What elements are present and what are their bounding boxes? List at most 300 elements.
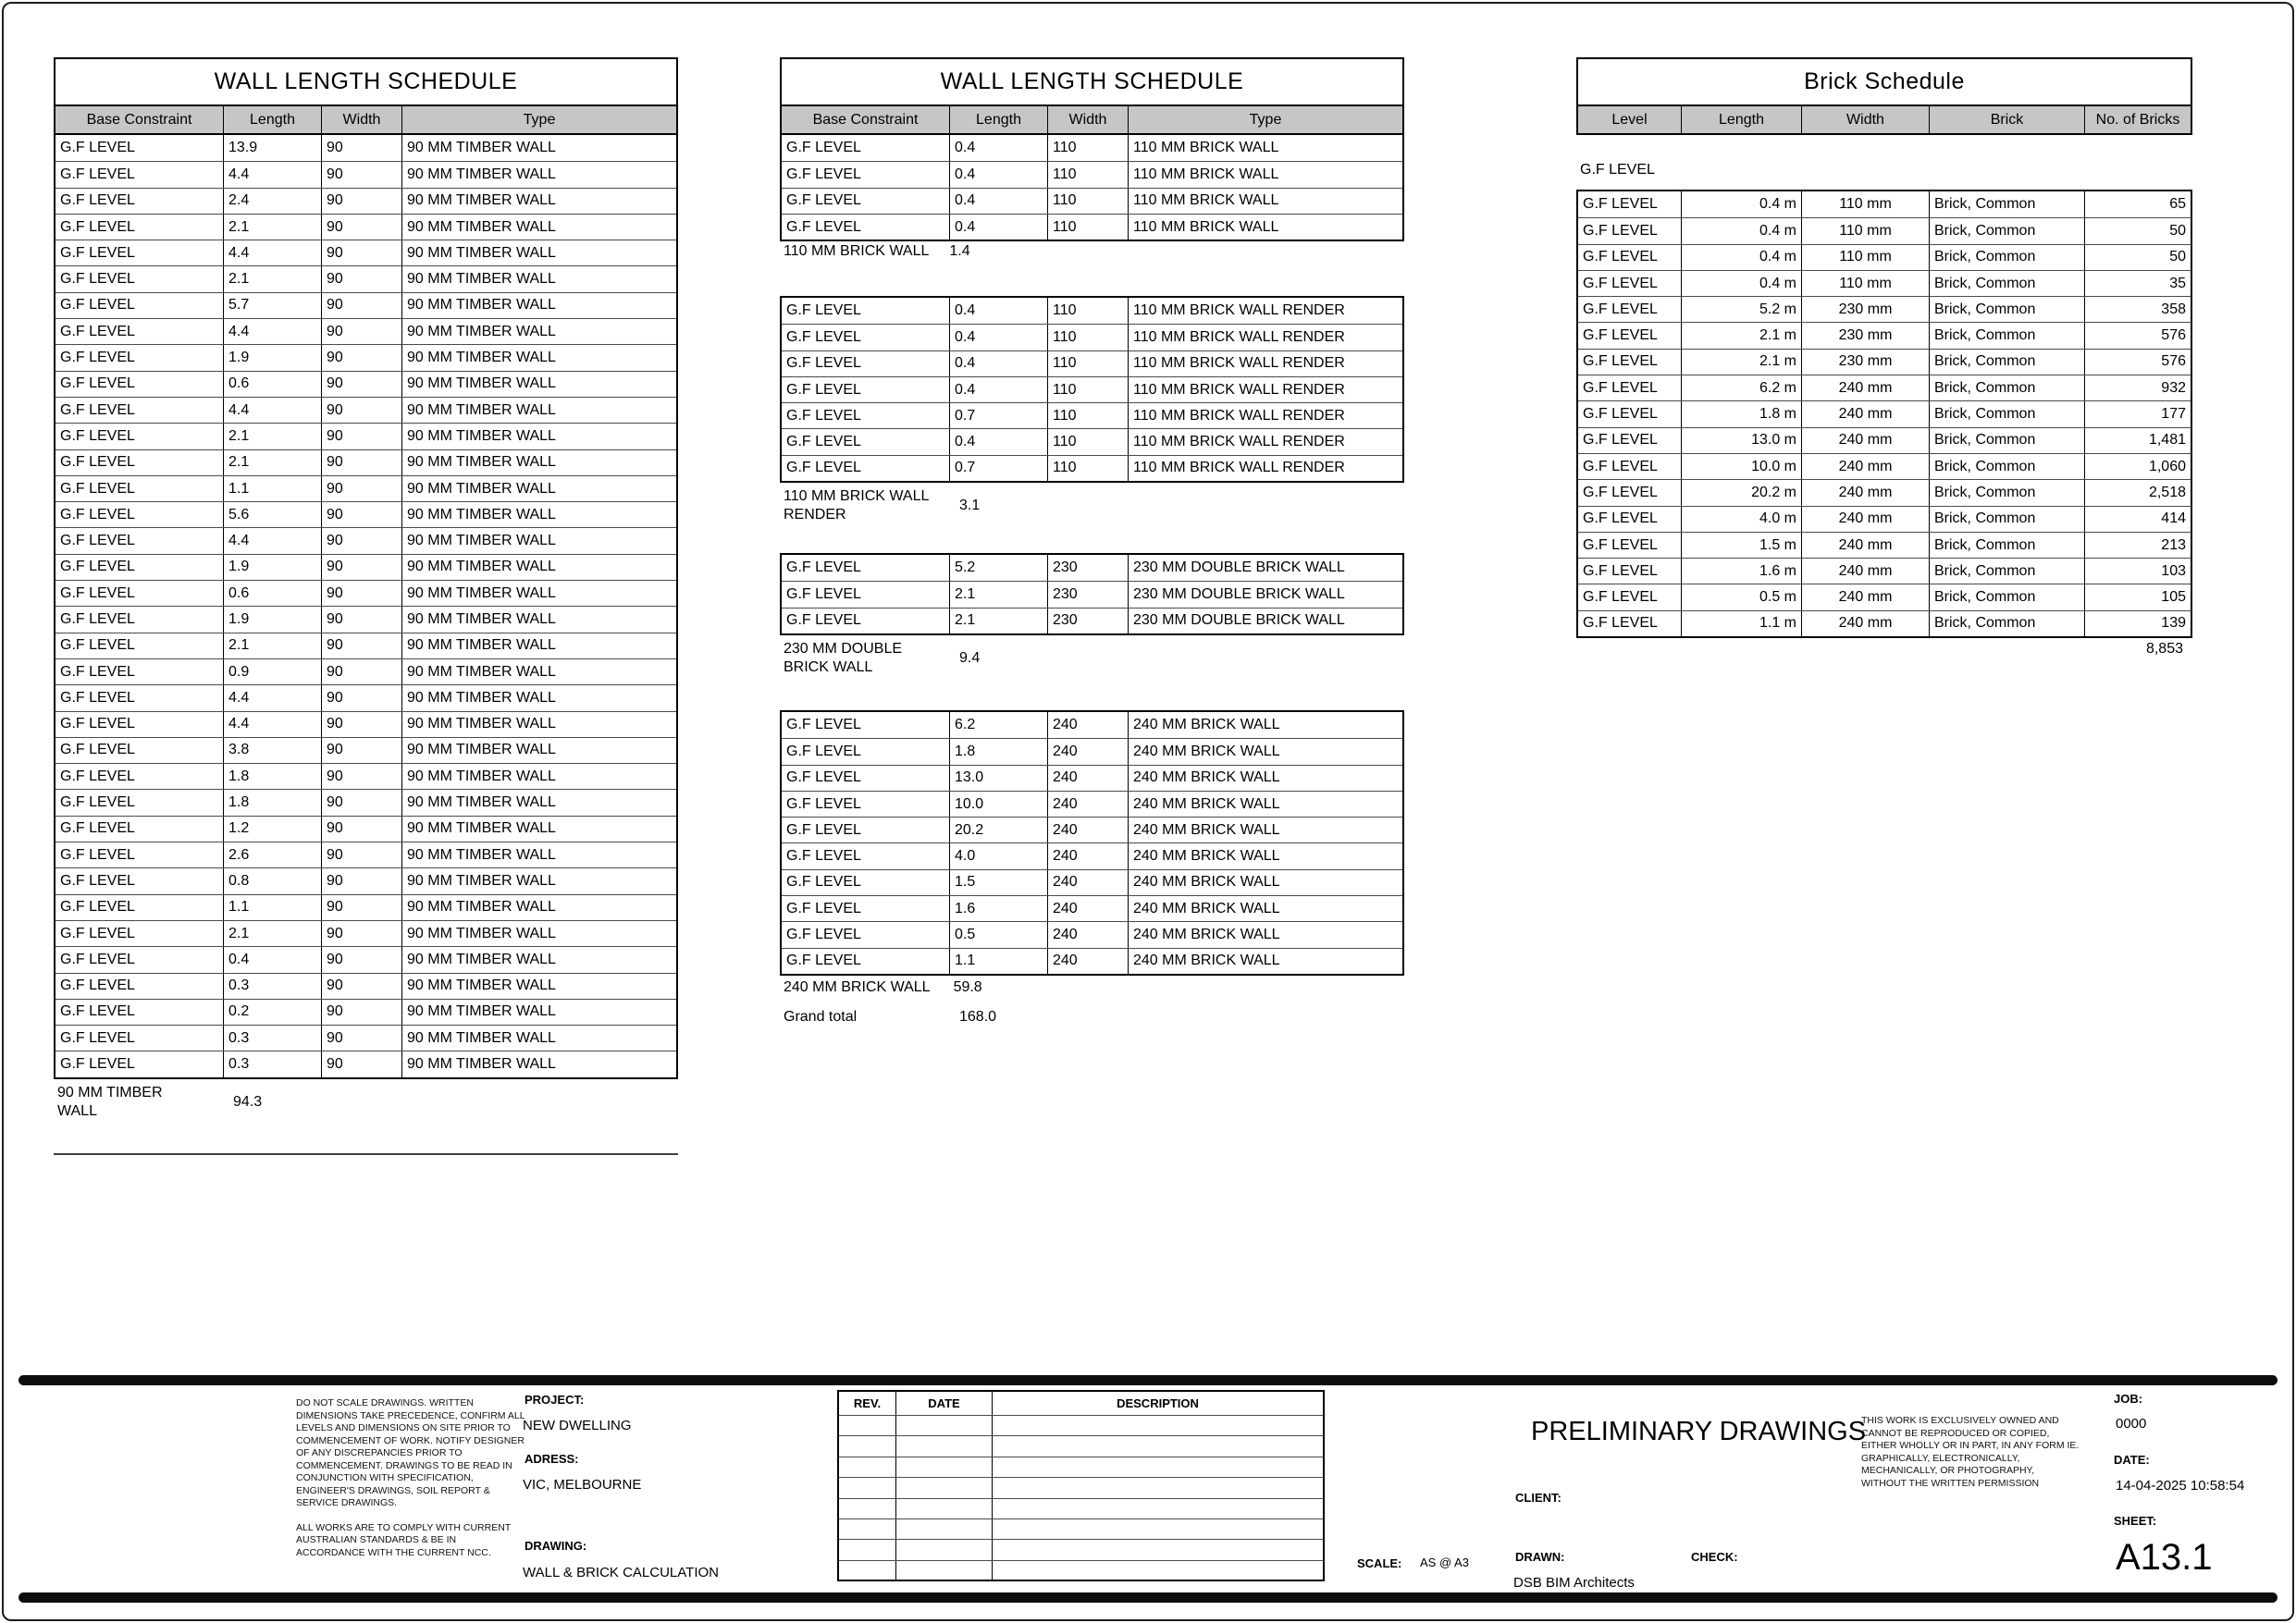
masonry-cell: 0.4 [950,429,1048,454]
brick-cell: 240 mm [1802,454,1930,479]
brick-cell: Brick, Common [1930,191,2085,217]
timber-subtotal [57,1084,427,1121]
masonry-cell: 0.4 [950,351,1048,376]
timber-cell: 0.3 [224,1026,322,1051]
brick-cell: Brick, Common [1930,428,2085,453]
timber-cell: 90 [322,764,402,789]
timber-cell: 1.9 [224,555,322,580]
brick-cell: 110 mm [1802,245,1930,270]
brick-cell: 50 [2169,222,2186,239]
brick-cell: 576 [2161,353,2186,370]
brick-cell: Brick, Common [1930,480,2085,505]
masonry-section-240-box [780,710,1404,976]
masonry-schedule-title: WALL LENGTH SCHEDULE [780,57,1404,106]
masonry-cell: 110 [1048,351,1129,376]
timber-cell: 4.4 [224,685,322,710]
timber-cell: 90 MM TIMBER WALL [407,427,556,444]
masonry-cell: 240 MM BRICK WALL [1133,953,1280,969]
table-row [56,214,676,240]
timber-cell: G.F LEVEL [56,685,224,710]
brick-schedule-group-label: G.F LEVEL [1580,162,1655,178]
timber-cell: G.F LEVEL [56,1000,224,1025]
masonry-cell: G.F LEVEL [782,403,950,428]
timber-cell: G.F LEVEL [56,712,224,737]
timber-cell: 90 [322,921,402,946]
timber-cell: 90 [322,319,402,344]
revision-empty-cell [839,1457,896,1477]
timber-cell: 90 MM TIMBER WALL [407,716,556,732]
masonry-cell: G.F LEVEL [782,298,950,324]
table-row [782,842,1402,868]
brick-cell: G.F LEVEL [1578,428,1682,453]
masonry-cell: G.F LEVEL [782,555,950,581]
timber-cell: G.F LEVEL [56,528,224,553]
masonry-cell: G.F LEVEL [782,739,950,764]
brick-cell: 240 mm [1802,611,1930,636]
timber-cell: 4.4 [224,162,322,187]
masonry-cell: 230 MM DOUBLE BRICK WALL [1133,559,1345,576]
masonry-cell: 240 MM BRICK WALL [1133,927,1280,943]
column-header: Width [322,106,402,133]
revision-empty-cell [839,1540,896,1559]
brick-cell: Brick, Common [1930,584,2085,609]
masonry-cell: 110 MM BRICK WALL RENDER [1133,407,1345,424]
masonry-cell: 20.2 [950,818,1048,842]
column-header: Type [1249,111,1282,128]
project-label: PROJECT: [525,1393,585,1407]
timber-cell: 90 [322,398,402,423]
table-row [782,428,1402,454]
masonry-cell: 230 MM DOUBLE BRICK WALL [1133,585,1345,602]
table-row [1578,296,2191,322]
masonry-cell: 0.4 [950,162,1048,187]
masonry-cell: 10.0 [950,792,1048,817]
timber-cell: 1.2 [224,817,322,842]
table-row [56,475,676,501]
masonry-cell: 240 [1048,739,1129,764]
masonry-cell: 2.1 [950,582,1048,607]
column-header: No. of Bricks [2095,111,2180,128]
timber-cell: 90 MM TIMBER WALL [407,401,556,418]
timber-cell: 1.1 [224,895,322,920]
brick-cell: Brick, Common [1930,218,2085,243]
masonry-cell: 110 [1048,325,1129,350]
timber-cell: 90 [322,817,402,842]
brick-cell: Brick, Common [1930,375,2085,400]
column-header: Brick [1930,106,2085,133]
table-row [782,188,1402,214]
timber-cell: 90 [322,633,402,658]
masonry-cell: 240 [1048,949,1129,974]
masonry-cell: 230 [1048,555,1129,581]
table-row [782,869,1402,895]
timber-schedule-body [54,135,678,1079]
masonry-section-230-double [780,553,1404,635]
timber-cell: 4.4 [224,319,322,344]
brick-cell: 65 [2169,196,2186,213]
timber-cell: 90 [322,659,402,684]
timber-cell: G.F LEVEL [56,738,224,763]
brick-cell: 103 [2161,562,2186,579]
table-row [56,527,676,553]
masonry-cell: 110 [1048,429,1129,454]
masonry-cell: 110 [1048,377,1129,402]
masonry-cell: 240 [1048,843,1129,868]
masonry-section-230-box [780,553,1404,635]
revision-empty-cell [839,1519,896,1539]
brick-cell: G.F LEVEL [1578,401,1682,426]
table-row [56,946,676,972]
masonry-cell: 1.8 [950,739,1048,764]
sheet-label: SHEET: [2114,1514,2157,1528]
revision-empty-cell [896,1561,993,1580]
timber-cell: G.F LEVEL [56,162,224,187]
table-row [1578,270,2191,296]
timber-cell: 0.2 [224,1000,322,1025]
revision-empty-cell [896,1436,993,1456]
timber-cell: 1.9 [224,345,322,370]
table-row [1578,217,2191,243]
timber-cell: 4.4 [224,712,322,737]
table-row [782,350,1402,376]
table-row [56,789,676,815]
general-notes-para2: ALL WORKS ARE TO COMPLY WITH CURRENT AUSTRALIAN STANDARDS & BE IN ACCORDANCE WITH THE CURRENT NCC. [296,1521,512,1558]
masonry-cell: G.F LEVEL [782,766,950,791]
table-row [782,555,1402,581]
table-row [56,894,676,920]
column-header: Length [1682,106,1802,133]
table-row [782,161,1402,187]
brick-cell: G.F LEVEL [1578,245,1682,270]
brick-cell: Brick, Common [1930,533,2085,558]
timber-cell: 90 MM TIMBER WALL [407,218,556,235]
timber-cell: G.F LEVEL [56,764,224,789]
timber-cell: 0.9 [224,659,322,684]
masonry-cell: 110 [1048,189,1129,214]
revision-empty-cell [993,1478,1323,1497]
timber-cell: 90 [322,189,402,214]
revision-empty-cell [896,1519,993,1539]
timber-cell: 90 [322,1026,402,1051]
revision-empty-cell [993,1519,1323,1539]
brick-cell: 0.4 m [1682,218,1802,243]
brick-schedule-header [1576,106,2192,135]
masonry-grand-total [784,1008,1154,1027]
brick-schedule-total: 8,853 [2145,641,2183,657]
masonry-cell: 110 [1048,215,1129,240]
brick-cell: 240 mm [1802,480,1930,505]
timber-cell: 90 MM TIMBER WALL [407,663,556,680]
column-header: Base Constraint [56,106,224,133]
masonry-cell: 240 MM BRICK WALL [1133,743,1280,759]
timber-cell: 90 MM TIMBER WALL [407,1003,556,1020]
masonry-cell: G.F LEVEL [782,325,950,350]
masonry-cell: 230 [1048,582,1129,607]
brick-cell: Brick, Common [1930,401,2085,426]
masonry-section-110-render [780,296,1404,483]
general-notes [296,1397,527,1571]
masonry-cell: G.F LEVEL [782,135,950,161]
masonry-cell: 0.4 [950,298,1048,324]
timber-cell: 90 [322,162,402,187]
timber-cell: 90 [322,947,402,972]
revision-column-header: DATE [896,1392,993,1415]
table-row [782,581,1402,607]
sheet-number: A13.1 [2116,1537,2213,1578]
timber-schedule-title: WALL LENGTH SCHEDULE [54,57,678,106]
timber-cell: G.F LEVEL [56,817,224,842]
brick-cell: 1.1 m [1682,611,1802,636]
timber-cell: 1.9 [224,607,322,632]
table-row [782,608,1402,633]
masonry-subtotal-0 [784,242,1154,261]
table-row [56,265,676,291]
timber-cell: 90 [322,607,402,632]
brick-cell: G.F LEVEL [1578,323,1682,348]
timber-cell: G.F LEVEL [56,293,224,318]
brick-cell: G.F LEVEL [1578,218,1682,243]
timber-schedule-header [54,106,678,135]
masonry-cell: 0.4 [950,189,1048,214]
brick-cell: 240 mm [1802,507,1930,532]
timber-cell: G.F LEVEL [56,502,224,527]
brick-cell: 240 mm [1802,401,1930,426]
timber-cell: 90 MM TIMBER WALL [407,742,556,758]
drawing-value: WALL & BRICK CALCULATION [523,1565,719,1580]
table-row [782,376,1402,402]
timber-cell: 0.6 [224,581,322,606]
table-row [56,161,676,187]
revision-empty-row [839,1518,1323,1539]
date-value: 14-04-2025 10:58:54 [2116,1478,2245,1494]
brick-cell: Brick, Common [1930,507,2085,532]
timber-cell: 2.1 [224,215,322,240]
brick-cell: 50 [2169,249,2186,265]
brick-cell: Brick, Common [1930,559,2085,584]
masonry-cell: 240 [1048,712,1129,738]
table-row [782,135,1402,161]
brick-cell: Brick, Common [1930,297,2085,322]
masonry-cell: 0.7 [950,456,1048,481]
masonry-cell: G.F LEVEL [782,582,950,607]
table-row [56,580,676,606]
revision-empty-cell [993,1540,1323,1559]
table-row [782,948,1402,974]
brick-cell: 10.0 m [1682,454,1802,479]
general-notes-para1: DO NOT SCALE DRAWINGS. WRITTEN DIMENSIONS TAKE PRECEDENCE, CONFIRM ALL LEVELS AND DIMENSIONS ON SITE PRIOR TO COMMENCEMENT OF WORK. NOTIFY DESIGNER OF ANY DISCREPANCIES PRIOR TO COMMENCEMENT. DRAWINGS TO BE READ IN CONJUNCTION WITH SPECIFICATION, ENGINEER'S DRAWINGS, SOIL REPORT & SERVICE DRAWINGS. [296,1397,525,1508]
timber-cell: 90 MM TIMBER WALL [407,271,556,288]
brick-cell: 230 mm [1802,297,1930,322]
timber-cell: 90 MM TIMBER WALL [407,192,556,209]
brick-cell: G.F LEVEL [1578,375,1682,400]
timber-cell: G.F LEVEL [56,189,224,214]
masonry-grand-total-value: 168.0 [959,1009,997,1025]
timber-cell: G.F LEVEL [56,135,224,161]
revision-empty-cell [839,1561,896,1580]
masonry-subtotal-0-value: 1.4 [949,243,970,259]
brick-cell: G.F LEVEL [1578,584,1682,609]
timber-cell: 90 [322,240,402,265]
timber-cell: 2.4 [224,189,322,214]
masonry-cell: G.F LEVEL [782,818,950,842]
masonry-cell: 6.2 [950,712,1048,738]
table-row [56,1051,676,1076]
table-row [782,921,1402,947]
timber-cell: 90 MM TIMBER WALL [407,244,556,261]
table-row [782,791,1402,817]
table-row [1578,191,2191,217]
brick-cell: 6.2 m [1682,375,1802,400]
masonry-cell: 110 MM BRICK WALL [1133,166,1279,182]
timber-cell: 90 MM TIMBER WALL [407,925,556,941]
timber-cell: 90 [322,738,402,763]
brick-schedule-rows-box [1576,190,2192,638]
column-header: Length [950,106,1048,133]
brick-cell: 110 mm [1802,191,1930,217]
brick-cell: G.F LEVEL [1578,611,1682,636]
masonry-cell: 0.4 [950,215,1048,240]
timber-cell: 90 [322,450,402,475]
masonry-subtotal-3 [784,978,1154,997]
brick-cell: 213 [2161,536,2186,553]
table-row [56,711,676,737]
timber-cell: 90 [322,712,402,737]
timber-cell: G.F LEVEL [56,633,224,658]
timber-cell: 90 MM TIMBER WALL [407,977,556,994]
timber-cell: 90 MM TIMBER WALL [407,584,556,601]
table-row [56,344,676,370]
revision-empty-cell [993,1561,1323,1580]
table-row [1578,558,2191,584]
table-row [56,763,676,789]
table-row [1578,453,2191,479]
timber-wall-schedule [54,57,678,1079]
column-header: Width [1048,106,1129,133]
masonry-cell: G.F LEVEL [782,949,950,974]
table-row [56,501,676,527]
masonry-subtotal-3-label: 240 MM BRICK WALL [784,979,931,995]
brick-cell: Brick, Common [1930,611,2085,636]
masonry-subtotal-0-label: 110 MM BRICK WALL [784,243,930,259]
revision-table-header [839,1392,1323,1415]
timber-cell: 90 [322,974,402,999]
revision-column-header: DESCRIPTION [1117,1396,1199,1410]
scale-label: SCALE: [1357,1556,1402,1570]
masonry-subtotal-1-value: 3.1 [959,498,981,513]
masonry-cell: 1.1 [950,949,1048,974]
masonry-cell: G.F LEVEL [782,189,950,214]
masonry-cell: 240 MM BRICK WALL [1133,821,1280,838]
revision-empty-cell [993,1499,1323,1518]
timber-cell: 90 [322,424,402,449]
table-row [782,895,1402,921]
revision-empty-cell [993,1457,1323,1477]
timber-cell: G.F LEVEL [56,921,224,946]
timber-cell: 90 [322,1051,402,1076]
masonry-cell: 110 MM BRICK WALL RENDER [1133,381,1345,398]
timber-cell: G.F LEVEL [56,842,224,867]
timber-cell: 90 MM TIMBER WALL [407,637,556,654]
timber-cell: 90 [322,895,402,920]
brick-cell: 20.2 m [1682,480,1802,505]
drawing-label: DRAWING: [525,1539,587,1553]
timber-cell: 0.8 [224,868,322,893]
masonry-cell: 110 MM BRICK WALL RENDER [1133,328,1345,345]
brick-schedule-body [1576,190,2192,638]
timber-cell: 90 MM TIMBER WALL [407,1056,556,1073]
masonry-cell: 240 MM BRICK WALL [1133,795,1280,812]
table-row [56,371,676,397]
timber-cell: 90 [322,581,402,606]
timber-cell: G.F LEVEL [56,476,224,501]
scale-value: AS @ A3 [1420,1555,1469,1569]
masonry-grand-total-label: Grand total [784,1009,858,1025]
brick-cell: 1,481 [2148,432,2186,449]
masonry-section-110-brick [780,135,1404,241]
timber-cell: 0.3 [224,974,322,999]
masonry-subtotal-3-value: 59.8 [953,979,982,995]
timber-cell: 90 MM TIMBER WALL [407,166,556,182]
masonry-cell: 0.5 [950,922,1048,947]
revision-empty-row [839,1539,1323,1559]
masonry-cell: G.F LEVEL [782,162,950,187]
brick-cell: 0.5 m [1682,584,1802,609]
revision-empty-cell [896,1457,993,1477]
client-label: CLIENT: [1515,1491,1562,1505]
timber-cell: 90 [322,215,402,240]
table-row [782,455,1402,481]
brick-cell: 230 mm [1802,350,1930,375]
timber-cell: 90 [322,685,402,710]
timber-cell: 4.4 [224,398,322,423]
timber-cell: G.F LEVEL [56,790,224,815]
brick-cell: 576 [2161,327,2186,344]
revision-empty-cell [896,1478,993,1497]
timber-cell: 4.4 [224,528,322,553]
table-row [56,867,676,893]
table-row [782,402,1402,428]
table-row [782,817,1402,842]
table-row [56,973,676,999]
brick-cell: Brick, Common [1930,350,2085,375]
table-row [56,240,676,265]
titleblock-top-bar [19,1375,2277,1385]
masonry-cell: 0.7 [950,403,1048,428]
timber-cell: 13.9 [224,135,322,161]
timber-cell: G.F LEVEL [56,1026,224,1051]
brick-wall-length-schedule [780,57,1404,241]
timber-cell: G.F LEVEL [56,895,224,920]
brick-cell: G.F LEVEL [1578,191,1682,217]
brick-cell: 240 mm [1802,428,1930,453]
brick-cell: 13.0 m [1682,428,1802,453]
brick-cell: 110 mm [1802,218,1930,243]
brick-cell: 2.1 m [1682,323,1802,348]
timber-cell: 90 [322,790,402,815]
timber-cell: 90 [322,528,402,553]
timber-cell: 0.3 [224,1051,322,1076]
timber-cell: 90 MM TIMBER WALL [407,297,556,314]
masonry-cell: 4.0 [950,843,1048,868]
revision-empty-cell [993,1416,1323,1435]
table-row [56,449,676,475]
timber-cell: G.F LEVEL [56,555,224,580]
masonry-cell: G.F LEVEL [782,351,950,376]
timber-cell: 90 [322,868,402,893]
timber-cell: G.F LEVEL [56,319,224,344]
masonry-section-240-brick [780,710,1404,976]
timber-cell: 2.1 [224,424,322,449]
